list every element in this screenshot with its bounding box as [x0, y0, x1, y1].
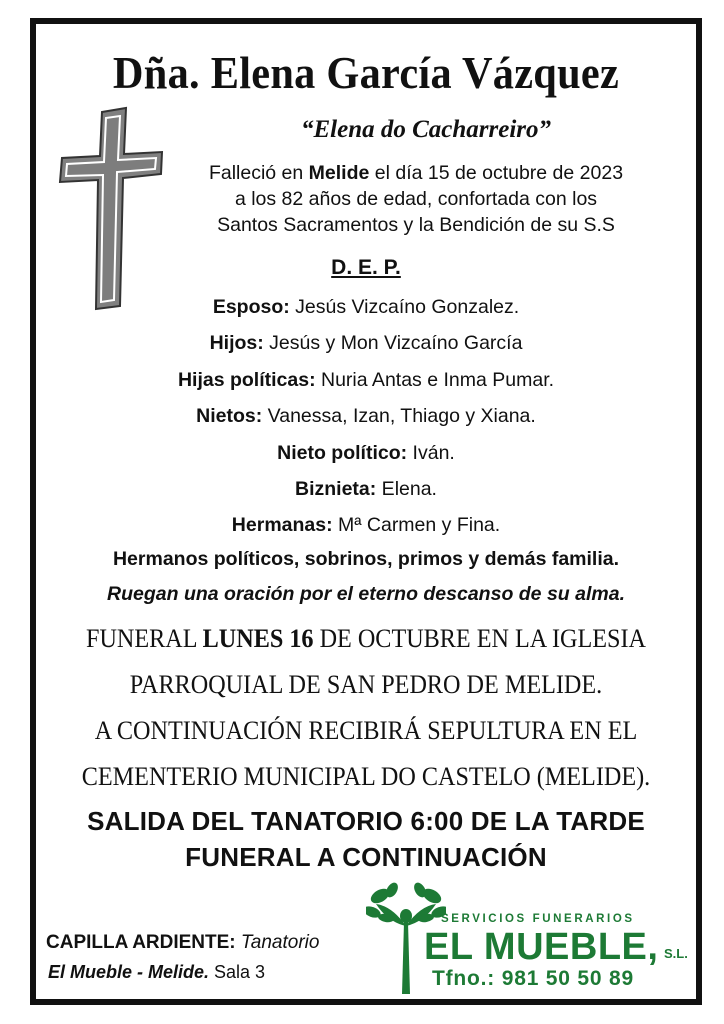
family-label: Hermanas: [231, 514, 333, 536]
chapel-line-1 [46, 932, 319, 954]
chapel-label: CAPILLA ARDIENTE: [46, 932, 236, 953]
family-value: Elena. [376, 478, 437, 500]
family-value: Jesús y Mon Vizcaíno García [263, 332, 523, 354]
family-relatives: Hermanos políticos, sobrinos, primos y demás familia. [112, 548, 620, 570]
family-label: Biznieta: [295, 478, 377, 500]
bio-line-1 [176, 160, 656, 186]
chapel-place: El Mueble - Melide. [48, 962, 210, 982]
chapel-room: Sala 3 [209, 962, 266, 982]
family-label: Nieto político: [277, 442, 408, 464]
bio-text: el día 15 de octubre de 2023 [369, 162, 624, 184]
logo-subtitle: SERVICIOS FUNERARIOS [441, 913, 635, 925]
departure-line-2: FUNERAL A CONTINUACIÓN [185, 842, 547, 872]
family-grandchildren [36, 405, 696, 428]
chapel-place: Tanatorio [235, 932, 320, 953]
family-children [36, 332, 696, 355]
family-daughters-in-law [36, 369, 696, 392]
prayer-request: Ruegan una oración por el eterno descanso de su alma. [107, 583, 625, 605]
funeral-text: FUNERAL [86, 624, 203, 653]
obituary-frame [30, 18, 702, 1005]
family-value: Jesús Vizcaíno Gonzalez. [289, 296, 520, 318]
funeral-date: LUNES 16 [202, 624, 314, 653]
funeral-line-4: CEMENTERIO MUNICIPAL DO CASTELO (MELIDE). [81, 762, 651, 791]
family-value: Iván. [407, 442, 455, 464]
funeral-line-1 [59, 624, 673, 654]
funeral-line-3: A CONTINUACIÓN RECIBIRÁ SEPULTURA EN EL [94, 716, 638, 745]
logo-phone: Tfno.: 981 50 50 89 [432, 967, 634, 990]
family-value: Nuria Antas e Inma Pumar. [315, 369, 555, 391]
family-spouse [36, 296, 696, 319]
bio-place: Melide [308, 162, 370, 184]
family-label: Nietos: [196, 405, 263, 427]
family-value: Vanessa, Izan, Thiago y Xiana. [262, 405, 536, 427]
logo-name: EL MUEBLE, [424, 926, 659, 968]
bio-line-3: Santos Sacramentos y la Bendición de su S.S [217, 214, 615, 236]
nickname: “Elena do Cacharreiro” [300, 116, 552, 143]
family-value: Mª Carmen y Fina. [332, 514, 501, 536]
family-great-granddaughter [36, 478, 696, 501]
funeral-line-2: PARROQUIAL DE SAN PEDRO DE MELIDE. [129, 670, 603, 699]
family-label: Hijas políticas: [177, 369, 316, 391]
dep: D. E. P. [331, 256, 401, 279]
family-label: Esposo: [212, 296, 290, 318]
bio-line-2: a los 82 años de edad, confortada con los [234, 188, 598, 210]
family-grandson-in-law [36, 442, 696, 465]
chapel-line-2 [48, 962, 265, 983]
family-label: Hijos: [209, 332, 264, 354]
logo-suffix: S.L. [664, 946, 688, 961]
bio-text: Falleció en [208, 162, 309, 184]
family-sisters [36, 514, 696, 537]
departure-line-1: SALIDA DEL TANATORIO 6:00 DE LA TARDE [87, 806, 645, 836]
funeral-text: DE OCTUBRE EN LA IGLESIA [313, 624, 646, 653]
deceased-name: Dña. Elena García Vázquez [112, 47, 620, 98]
